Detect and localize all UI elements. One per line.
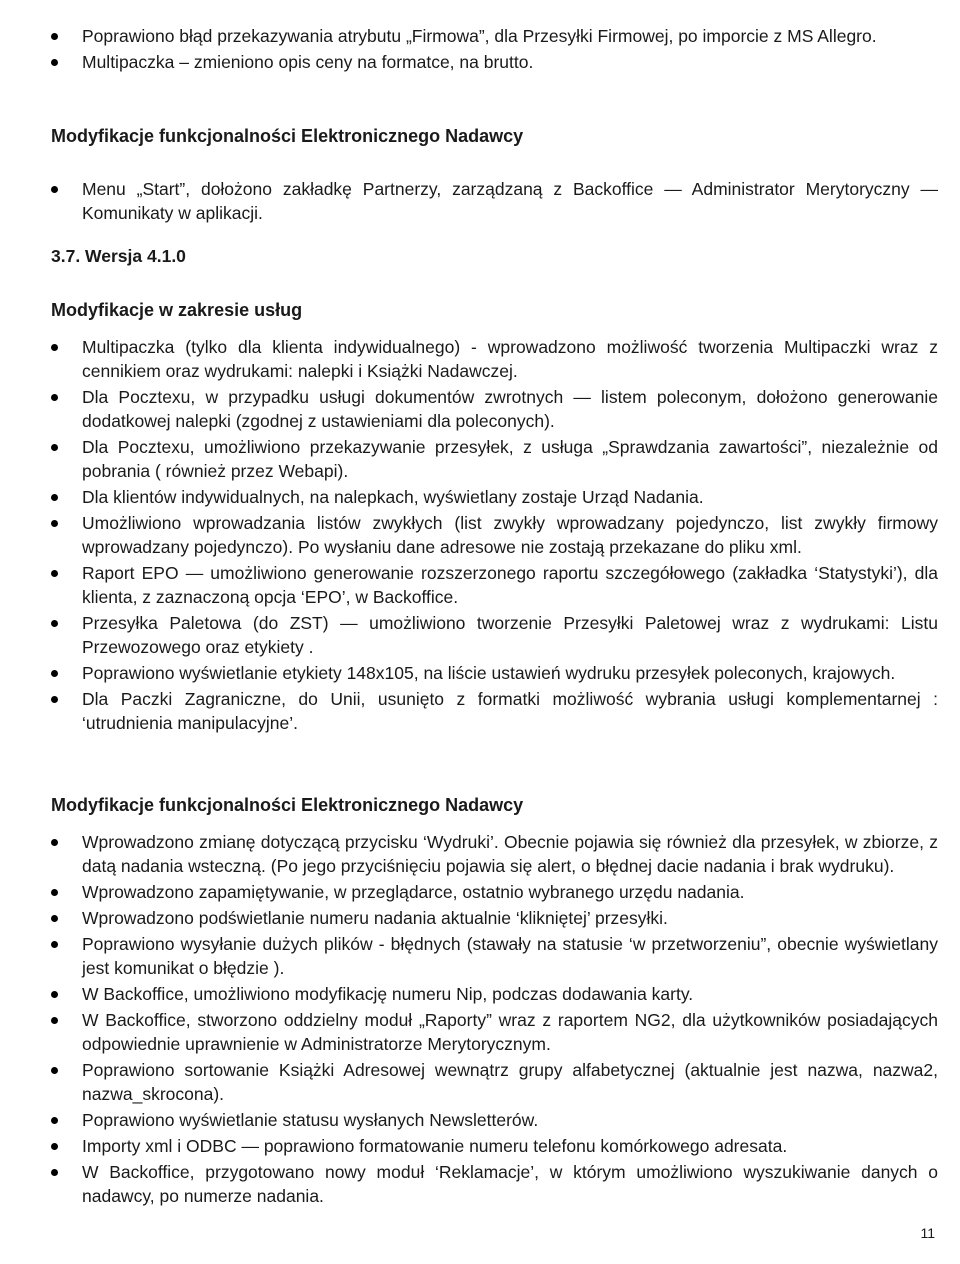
list-item: Poprawiono wyświetlanie etykiety 148x105, na liście ustawień wydruku przesyłek poleconych, krajowych.: [51, 661, 938, 685]
list-item: W Backoffice, umożliwiono modyfikację numeru Nip, podczas dodawania karty.: [51, 982, 938, 1006]
list-item: W Backoffice, przygotowano nowy moduł ‘Reklamacje’, w którym umożliwiono wyszukiwanie danych o nadawcy, po numerze nadania.: [51, 1160, 938, 1208]
list-item: Dla Pocztexu, w przypadku usługi dokumentów zwrotnych — listem poleconym, dołożono generowanie dodatkowej nalepki (zgodnej z ustawieniami dla poleconych).: [51, 385, 938, 433]
section-heading-en-1: Modyfikacje funkcjonalności Elektronicznego Nadawcy: [51, 126, 524, 146]
bullet-list-en-1: [51, 177, 938, 227]
list-item: Wprowadzono zapamiętywanie, w przeglądarce, ostatnio wybranego urzędu nadania.: [51, 880, 938, 904]
list-item: Wprowadzono zmianę dotyczącą przycisku ‘Wydruki’. Obecnie pojawia się również dla przesyłek, w zbiorze, z datą nadania wsteczną. (Po jego przyciśnięciu pojawia się alert, o błędnej dacie nadania i brak wydruku).: [51, 830, 938, 878]
list-item: Poprawiono wysyłanie dużych plików - błędnych (stawały na statusie ‘w przetworzeniu”, obecnie wyświetlany jest komunikat o błędzie ).: [51, 932, 938, 980]
bullet-list-services: [51, 335, 938, 737]
list-item: Importy xml i ODBC — poprawiono formatowanie numeru telefonu komórkowego adresata.: [51, 1134, 938, 1158]
page-number: 11: [920, 1225, 935, 1241]
version-heading: 3.7. Wersja 4.1.0: [51, 246, 186, 266]
list-item: Dla Paczki Zagraniczne, do Unii, usunięto z formatki możliwość wybrania usługi komplementarnej : ‘utrudnienia manipulacyjne’.: [51, 687, 938, 735]
list-item: Wprowadzono podświetlanie numeru nadania aktualnie ‘klikniętej’ przesyłki.: [51, 906, 938, 930]
list-item: Poprawiono wyświetlanie statusu wysłanych Newsletterów.: [51, 1108, 938, 1132]
section-heading-en-2: Modyfikacje funkcjonalności Elektronicznego Nadawcy: [51, 795, 524, 815]
list-item: Przesyłka Paletowa (do ZST) — umożliwiono tworzenie Przesyłki Paletowej wraz z wydrukami: Listu Przewozowego oraz etykiety .: [51, 611, 938, 659]
list-item: Umożliwiono wprowadzania listów zwykłych (list zwykły wprowadzany pojedynczo, list zwykły firmowy wprowadzany pojedynczo). Po wysłaniu dane adresowe nie zostają przekazane do pliku xml.: [51, 511, 938, 559]
list-item: Poprawiono błąd przekazywania atrybutu „Firmowa”, dla Przesyłki Firmowej, po imporcie z MS Allegro.: [51, 24, 938, 48]
list-item: Dla Pocztexu, umożliwiono przekazywanie przesyłek, z usługa „Sprawdzania zawartości”, niezależnie od pobrania ( również przez Webapi).: [51, 435, 938, 483]
list-item: Multipaczka (tylko dla klienta indywidualnego) - wprowadzono możliwość tworzenia Multipaczki wraz z cennikiem oraz wydrukami: nalepki i Książki Nadawczej.: [51, 335, 938, 383]
bullet-list-top: [51, 24, 938, 76]
list-item: Poprawiono sortowanie Książki Adresowej wewnątrz grupy alfabetycznej (aktualnie jest nazwa, nazwa2, nazwa_skrocona).: [51, 1058, 938, 1106]
list-item: Menu „Start”, dołożono zakładkę Partnerzy, zarządzaną z Backoffice — Administrator Merytoryczny — Komunikaty w aplikacji.: [51, 177, 938, 225]
list-item: Multipaczka – zmieniono opis ceny na formatce, na brutto.: [51, 50, 938, 74]
section-heading-services: Modyfikacje w zakresie usług: [51, 300, 303, 320]
list-item: Dla klientów indywidualnych, na nalepkach, wyświetlany zostaje Urząd Nadania.: [51, 485, 938, 509]
bullet-list-en-2: [51, 830, 938, 1210]
list-item: W Backoffice, stworzono oddzielny moduł „Raporty” wraz z raportem NG2, dla użytkowników posiadających odpowiednie uprawnienie w Administratorze Merytorycznym.: [51, 1008, 938, 1056]
list-item: Raport EPO — umożliwiono generowanie rozszerzonego raportu szczegółowego (zakładka ‘Statystyki’), dla klienta, z zaznaczoną opcja ‘EPO’, w Backoffice.: [51, 561, 938, 609]
